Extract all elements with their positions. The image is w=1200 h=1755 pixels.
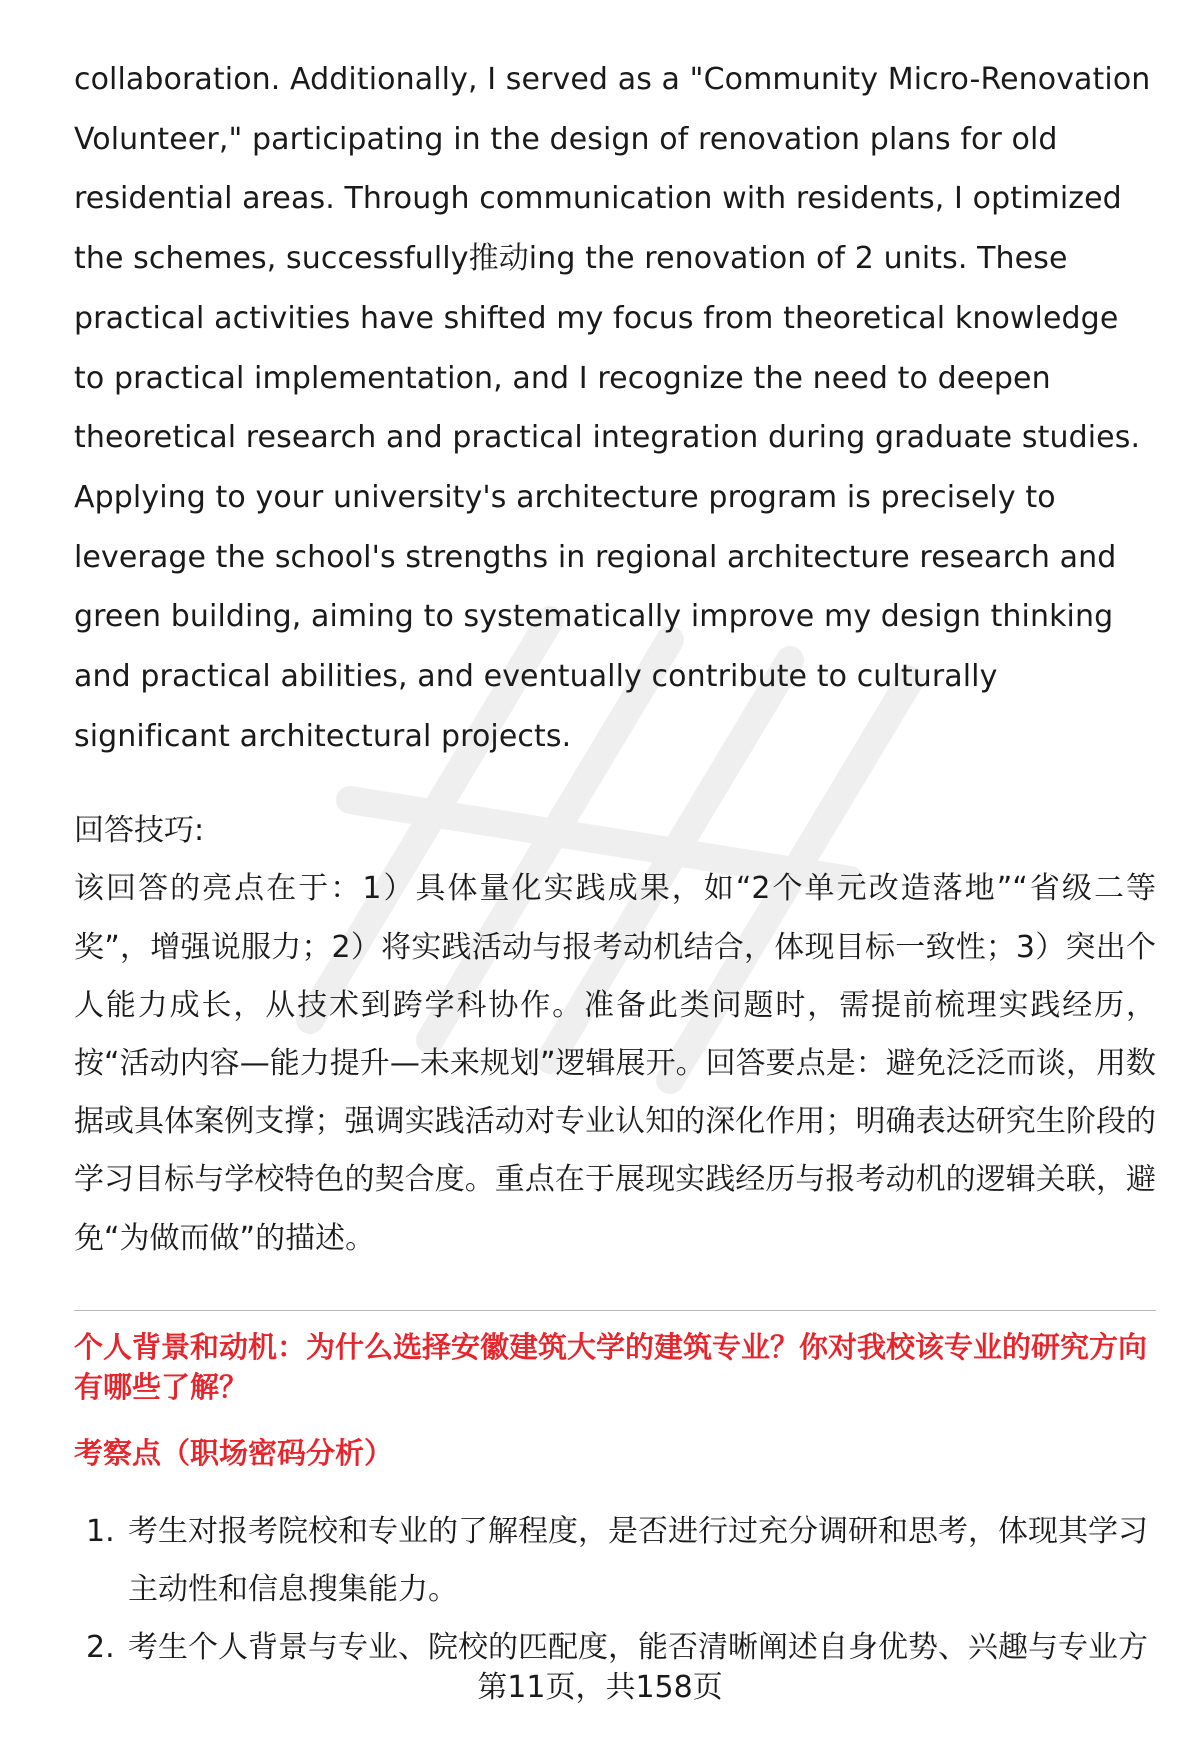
tips-label: 回答技巧: [74,813,205,849]
section-divider [74,1310,1156,1311]
page-content [74,50,1156,1677]
tips-body: 该回答的亮点在于：1）具体量化实践成果，如“2个单元改造落地”“省级二等奖”，增强说服力；2）将实践活动与报考动机结合，体现目标一致性；3）突出个人能力成长，从技术到跨学科协作。准备此类问题时，需提前梳理实践经历，按“活动内容—能力提升—未来规划”逻辑展开。回答要点是：避免泛泛而谈，用数据或具体案例支撑；强调实践活动对专业认知的深化作用；明确表达研究生阶段的学习目标与学校特色的契合度。重点在于展现实践经历与报考动机的逻辑关联，避免“为做而做”的描述。 [74,871,1156,1256]
assessment-points-list [74,1503,1156,1677]
assessment-subheading: 考察点（职场密码分析） [74,1435,394,1470]
list-item-text: 考生个人背景与专业、院校的匹配度，能否清晰阐述自身优势、兴趣与专业方 [128,1629,1148,1665]
list-item-text: 考生对报考院校和专业的了解程度，是否进行过充分调研和思考，体现其学习主动性和信息搜集能力。 [128,1513,1148,1607]
question-heading: 个人背景和动机：为什么选择安徽建筑大学的建筑专业？你对我校该专业的研究方向有哪些了解？ [74,1329,1148,1404]
list-item-number: 2. [86,1629,115,1665]
page-number-footer: 第11页，共158页 [477,1670,723,1705]
list-item-number: 1. [86,1513,115,1549]
list-item [74,1503,1156,1619]
english-answer-paragraph: collaboration. Additionally, I served as a "Community Micro-Renovation Volunteer," participating in the design of renovation plans for old residential areas. Through communication with residents, I optimized the schemes, successfully推动ing the renovation of 2 units. These practical activities have shifted my focus from theoretical knowledge to practical implementation, and I recognize the need to deepen theoretical research and practical integration during graduate studies. Applying to your university's architecture program is precisely to leverage the school's strengths in regional architecture research and green building, aiming to systematically improve my design thinking and practical abilities, and eventually contribute to culturally significant architectural projects. [74,62,1151,754]
